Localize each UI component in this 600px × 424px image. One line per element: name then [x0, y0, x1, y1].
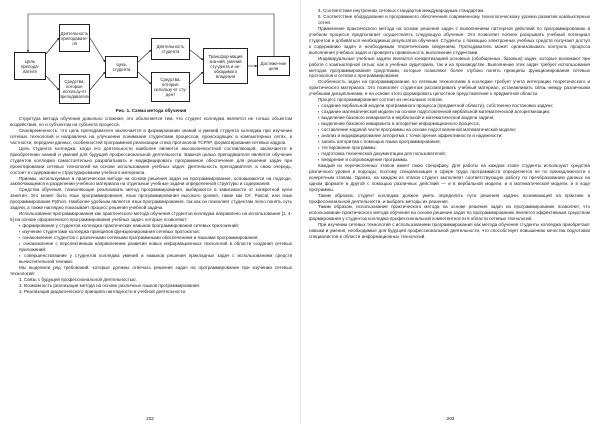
figure-caption: Рис. 1. Схема метода обучения — [115, 108, 187, 113]
student-activity-label: Деятельность студента — [156, 44, 185, 54]
teacher-means-label: Средства, которые использу-ет преподаватель — [59, 79, 90, 99]
paragraph: Структура метода обучения довольно сложная, это объясняется тем, что студент колледжа является не только объектом воздействия, но и субъектом на субъекта процесса. — [10, 116, 292, 127]
teacher-means-box — [59, 74, 90, 104]
transformation-box — [203, 48, 248, 84]
result-box — [257, 56, 290, 76]
transformation-label: Трансфор-мация зна-ний, умений сту-дента и не-обходимого владения — [208, 53, 243, 79]
left-body — [10, 116, 292, 295]
numbered-item: 4. Соответствие внутренних сетевых стандартов международным стандартам. — [318, 8, 485, 13]
paragraph: Средства обучения, позволяющие реализовать метод программирования, выбираются в зависимости от конкретной цели занятия. Это может быть язык программирования, язык программирования высокого уровня, такие как C#, Pascal, или язык программирования Python. Наиболее удобным является язык программирования, так как он позволяет студентам легко понять суть задачи, а также наглядно показывает процесс решения учебной задачи. — [10, 187, 292, 211]
list-item: ▪ подготовка технической документации для пользователей; — [318, 151, 590, 157]
teacher-activity-box — [59, 24, 90, 52]
teacher-goal-box — [14, 52, 46, 80]
paragraph: Своевременность: что цель преподавателя заключается в формировании знаний и умений студента колледжа при изучении сетевых технологий и направлена на улучшение понимания студентами процессов, происходящих в компьютерных сетях, в частности, передачи данных, особенностей программной реализации стека протоколов TCP/IP, форматирования сетевых кадров. — [10, 127, 292, 145]
paragraph: Приемы, используемые в практическом методе на основе решения задач на программирование, основываются на подходе, заключающемся в разделении учебного материала на отдельные учебные задачи определенной структуры и содержания. — [10, 175, 292, 187]
paragraph: Индивидуальные учебные задачи являются конкретизацией основных (обобщенных, базовых) задач, которые возникают при работе с компьютерной сетью: как в учебных аудиториях, так и на производстве. Выполнение этих задач требует использования методов программирования средствами, которые позволяют более глубоко понять принципы функционирования сетевых протоколов и сетевого программирования. — [309, 55, 590, 79]
right-bullet-list — [309, 103, 590, 163]
paragraph: Каждый из перечисленных этапов имеет свою специфику. Для работы на каждом этапе студенты используют средства различного уровня и подходы, поэтому специализация в сфере труда программиста определяется не по принадлежности к конкретным этапам. Однако, на каждом из этапов студент выполняет соответствующую работу по преобразованию данных на одном формате в другой с помощью различных действий — и в вербальной модели, и в математической модели, и в коде программы. — [309, 162, 590, 192]
list-item: ▪ выделение базового инварианта в вербальной и математической модели задачи; — [318, 115, 590, 121]
right-page — [301, 0, 600, 424]
paragraph: При изучении сетевых технологий с использованием программирования как метода обучения студенты колледжа приобретают навыки и умения, необходимые для будущей профессиональной деятельности, что способствует повышению качества подготовки специалистов в области информационных технологий. — [309, 222, 590, 240]
student-activity-box — [151, 38, 190, 60]
student-means-box — [151, 72, 190, 102]
teacher-activity-label: Деятельность преподавате-ля — [60, 30, 89, 46]
list-item: ▪ изучение студентами колледжа принципов функционирования сетевых протоколов; — [19, 229, 292, 235]
left-page-number: 202 — [146, 416, 154, 421]
list-item: ▪ формирование у студентов колледжа практических навыков программирования сетевых приложений; — [19, 223, 292, 229]
list-item: ▪ создание вербальной модели программного процесса (предметной области), собственно постановка задачи; — [318, 103, 590, 109]
list-item: ▪ анализ и модифицирование алгоритма с точки зрения эффективности и надежности; — [318, 133, 590, 139]
teacher-goal-label: Цель препода-вателя — [20, 58, 40, 74]
paragraph: Процесс программирования состоит из нескольких этапов: — [318, 97, 443, 103]
numbered-item: 3. Реализация дидактического принципа наглядности в учебной деятельности. — [19, 288, 187, 294]
list-item: ▪ составление кодовой части программы на основе подготовленной математической модели; — [318, 127, 590, 133]
list-item: ▪ ознакомление с перспективным направлением развития новых информационных технологий в области создания сетевых приложений; — [19, 241, 292, 253]
left-bullet-list — [10, 223, 292, 265]
paragraph: Цель студента колледжа, когда его деятельности наиболее является высоколичностной составляющей, заключается в приобретении знаний и умений для будущей профессиональной деятельности. Важной целью преподавателя является обучение студентов колледжа самостоятельно разрабатывать и модифицировать программное обеспечение для решения задач при проектировании сетевых технологий на основе использования учебных задач. Деятельность преподавателя, в свою очередь, состоит в содержании и структурировании учебного материала. — [10, 145, 292, 175]
student-goal-label: Цель студента — [112, 62, 131, 72]
numbered-item: 1. Связь с будущей профессиональной деятельностью. — [19, 276, 137, 282]
list-item: ▪ ознакомление студентов с различными сетевыми программными обеспечением и языками программирования; — [19, 235, 292, 241]
paragraph: Таким образом, использование практического метода на основе решения задач на программирование позволяет, что использование практического метода обучения на основе решения задач по программированию является эффективным средством формирования у студентов колледжа профессиональной компетентности в области сетевых технологий. — [309, 204, 590, 222]
list-item: ▪ тестирование программы; — [318, 145, 590, 151]
student-means-label: Средства, которые использу-ет сту-дент — [154, 77, 187, 97]
list-item: ▪ выделение базового инварианта в алгоритме информационного процесса; — [318, 121, 590, 127]
numbered-item: 2. Возможность реализации метода на основе различных языков программирования. — [19, 282, 201, 288]
list-item: ▪ запись алгоритма с помощью языка программирования; — [318, 139, 590, 145]
paragraph: Применение практического метода на основе решения задач с выполнением паттернов действий по программированию в учебном процессе предполагает осуществлять следующую обучение. Это позволяет полнее раскрывать учебный потенциал студентов и добиваться необходимых результатов обучения. Студенты с помощью электронных учебных средств получают доступ к содержанию задач и необходимым теоретическим сведениям. Преподаватель может организовывать контроль процесса выполнения учебных задач и проверять правильность выполнения студентами. — [309, 25, 590, 55]
paragraph: Особенность задач на программирование по сетевым технологиям в колледже требует учета интеграции теоретического и практического материала. Это позволяет студентам рассматривать учебный материал, устанавливать связь между различными учебными дисциплинами, и на основе этого формировать целостное представление о предметной области. — [309, 79, 590, 97]
paragraph: Использование программирования как практического метода обучения студентов колледжа направлено на использование [1, 4-5] на основе оформленного программирования учебных задач, которые позволяют: — [10, 211, 292, 223]
numbered-item: 5. Соответствие оборудования и программного обеспечения современному технологическому уровню развития компьютерных сетей. — [318, 13, 590, 25]
list-item: ▪ совершенствование у студентов колледжа умений и навыков решения прикладных задач с использованием средств вычислительной техники. — [19, 253, 292, 265]
paragraph: Мы выделили ряд требований, которые должны отвечать решения задач на программирование при изучении сетевых технологий: — [10, 264, 292, 276]
student-goal-box — [105, 56, 138, 78]
right-page-number: 203 — [446, 416, 455, 421]
right-body — [309, 8, 590, 240]
method-diagram — [10, 8, 292, 106]
result-label: Достиже-ние цели — [260, 61, 287, 71]
paragraph: Таким образом, студент колледжа должен уметь определить пути решения задачи, возникающей на практике в профессиональной деятельности, и выбрать методы их решения. — [309, 192, 590, 204]
list-item: ▪ создание математической модели на основе подготовленной вербальной математической алгоритмизации; — [318, 109, 590, 115]
list-item: ▪ внедрение и сопровождение программы. — [318, 157, 590, 163]
